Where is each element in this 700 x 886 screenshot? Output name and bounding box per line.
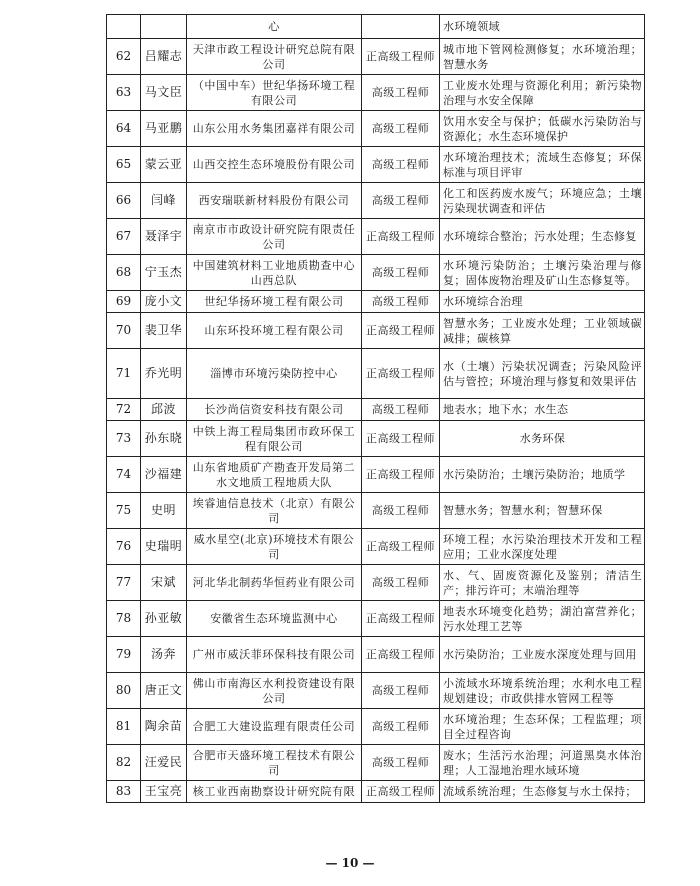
cell-name: 裴卫华: [141, 313, 187, 349]
cell-name: 汤奔: [141, 637, 187, 673]
cell-no: 75: [107, 493, 141, 529]
cell-no: 67: [107, 219, 141, 255]
cell-no: 73: [107, 421, 141, 457]
table-row: [107, 529, 645, 565]
cell-no: 83: [107, 781, 141, 803]
cell-field: 水污染防治；土壤污染防治；地质学: [440, 457, 645, 493]
table: [106, 14, 645, 803]
cell-field: 环境工程；水污染治理技术开发和工程应用；工业水深度处理: [440, 529, 645, 565]
cell-name: 宁玉杰: [141, 255, 187, 291]
table-row: [107, 313, 645, 349]
table-row: [107, 39, 645, 75]
cell-org: 河北华北制药华恒药业有限公司: [187, 565, 362, 601]
table-row: [107, 111, 645, 147]
cell-no: 71: [107, 349, 141, 399]
cell-title: 高级工程师: [362, 673, 440, 709]
table-body: [107, 15, 645, 803]
cell-title: 高级工程师: [362, 111, 440, 147]
cell-title: 正高级工程师: [362, 313, 440, 349]
cell-no: 81: [107, 709, 141, 745]
cell-org: 山西交控生态环境股份有限公司: [187, 147, 362, 183]
page-number: — 10 —: [325, 856, 375, 870]
cell-org: 世纪华扬环境工程有限公司: [187, 291, 362, 313]
table-row: [107, 781, 645, 803]
cell-no: [107, 15, 141, 39]
cell-no: 82: [107, 745, 141, 781]
cell-name: 陶余苗: [141, 709, 187, 745]
cell-title: 正高级工程师: [362, 529, 440, 565]
cell-org: 西安瑞联新材料股份有限公司: [187, 183, 362, 219]
table-row: [107, 745, 645, 781]
table-row-continued: [107, 15, 645, 39]
cell-field: 饮用水安全与保护；低碳水污染防治与资源化；水生态环境保护: [440, 111, 645, 147]
cell-title: 高级工程师: [362, 291, 440, 313]
cell-name: 孙亚敏: [141, 601, 187, 637]
cell-title: 正高级工程师: [362, 219, 440, 255]
cell-field: 水环境领域: [440, 15, 645, 39]
cell-title: 正高级工程师: [362, 349, 440, 399]
cell-no: 69: [107, 291, 141, 313]
cell-title: 高级工程师: [362, 147, 440, 183]
cell-name: 沙福建: [141, 457, 187, 493]
table-row: [107, 565, 645, 601]
cell-org: 核工业西南勘察设计研究院有限: [187, 781, 362, 803]
table-row: [107, 673, 645, 709]
cell-no: 64: [107, 111, 141, 147]
cell-name: 邱波: [141, 399, 187, 421]
cell-title: 正高级工程师: [362, 601, 440, 637]
cell-name: 马文臣: [141, 75, 187, 111]
cell-field: 水环境综合治理: [440, 291, 645, 313]
cell-field: 城市地下管网检测修复；水环境治理；智慧水务: [440, 39, 645, 75]
cell-no: 74: [107, 457, 141, 493]
cell-no: 65: [107, 147, 141, 183]
cell-org: 山东公用水务集团嘉祥有限公司: [187, 111, 362, 147]
cell-no: 78: [107, 601, 141, 637]
cell-title: 高级工程师: [362, 255, 440, 291]
cell-field: 水环境综合整治；污水处理；生态修复: [440, 219, 645, 255]
table-row: [107, 637, 645, 673]
cell-name: 蒙云亚: [141, 147, 187, 183]
cell-org: 中国建筑材料工业地质勘查中心山西总队: [187, 255, 362, 291]
cell-field: 地表水；地下水；水生态: [440, 399, 645, 421]
cell-field: 流域系统治理；生态修复与水土保持；: [440, 781, 645, 803]
cell-name: 马亚鹏: [141, 111, 187, 147]
table-row: [107, 255, 645, 291]
cell-name: 庞小文: [141, 291, 187, 313]
cell-name: [141, 15, 187, 39]
cell-name: 宋斌: [141, 565, 187, 601]
cell-org: 山东环投环境工程有限公司: [187, 313, 362, 349]
cell-title: [362, 15, 440, 39]
cell-org: 长沙尚信资安科技有限公司: [187, 399, 362, 421]
table-row: [107, 219, 645, 255]
cell-no: 70: [107, 313, 141, 349]
cell-org: 山东省地质矿产勘查开发局第二水文地质工程地质大队: [187, 457, 362, 493]
cell-name: 乔光明: [141, 349, 187, 399]
table-row: [107, 421, 645, 457]
cell-title: 高级工程师: [362, 75, 440, 111]
cell-title: 高级工程师: [362, 745, 440, 781]
cell-name: 史明: [141, 493, 187, 529]
table-row: [107, 147, 645, 183]
cell-name: 史瑞明: [141, 529, 187, 565]
cell-title: 高级工程师: [362, 565, 440, 601]
cell-field: 水环境治理技术；流域生态修复；环保标准与项目评审: [440, 147, 645, 183]
cell-name: 唐正文: [141, 673, 187, 709]
cell-no: 76: [107, 529, 141, 565]
cell-field: 地表水环境变化趋势；湖泊富营养化；污水处理工艺等: [440, 601, 645, 637]
cell-field: 废水；生活污水治理；河道黑臭水体治理；人工湿地治理水域环境: [440, 745, 645, 781]
cell-org: 安徽省生态环境监测中心: [187, 601, 362, 637]
cell-org: 广州市威沃菲环保科技有限公司: [187, 637, 362, 673]
cell-no: 77: [107, 565, 141, 601]
cell-field: 小流域水环境系统治理；水利水电工程规划建设；市政供排水管网工程等: [440, 673, 645, 709]
cell-field: 水（土壤）污染状况调查；污染风险评估与管控；环境治理与修复和效果评估: [440, 349, 645, 399]
cell-no: 79: [107, 637, 141, 673]
table-row: [107, 399, 645, 421]
cell-no: 68: [107, 255, 141, 291]
cell-title: 正高级工程师: [362, 421, 440, 457]
table-row: [107, 457, 645, 493]
cell-field: 智慧水务；工业废水处理；工业领域碳减排；碳核算: [440, 313, 645, 349]
cell-org: 南京市市政设计研究院有限责任公司: [187, 219, 362, 255]
table-row: [107, 493, 645, 529]
cell-field: 水环境治理；生态环保；工程监理；项目全过程咨询: [440, 709, 645, 745]
cell-name: 汪爱民: [141, 745, 187, 781]
expert-list-table: [106, 14, 644, 803]
cell-title: 正高级工程师: [362, 637, 440, 673]
cell-org: 中铁上海工程局集团市政环保工程有限公司: [187, 421, 362, 457]
cell-org: 心: [187, 15, 362, 39]
cell-field: 水环境污染防治；土壤污染治理与修复；固体废物治理及矿山生态修复等。: [440, 255, 645, 291]
table-row: [107, 601, 645, 637]
table-row: [107, 291, 645, 313]
cell-field: 水、气、固废资源化及鉴别；清洁生产；排污许可；末端治理等: [440, 565, 645, 601]
cell-field: 化工和医药废水废气；环境应急；土壤污染现状调查和评估: [440, 183, 645, 219]
cell-name: 吕耀志: [141, 39, 187, 75]
cell-title: 正高级工程师: [362, 781, 440, 803]
cell-name: 孙东晓: [141, 421, 187, 457]
cell-org: 埃睿迪信息技术（北京）有限公司: [187, 493, 362, 529]
cell-title: 高级工程师: [362, 493, 440, 529]
cell-no: 62: [107, 39, 141, 75]
cell-org: 淄博市环境污染防控中心: [187, 349, 362, 399]
cell-org: 合肥工大建设监理有限责任公司: [187, 709, 362, 745]
cell-org: 佛山市南海区水利投资建设有限公司: [187, 673, 362, 709]
table-row: [107, 349, 645, 399]
table-row: [107, 183, 645, 219]
cell-name: 聂泽宇: [141, 219, 187, 255]
cell-title: 高级工程师: [362, 183, 440, 219]
table-row: [107, 75, 645, 111]
cell-no: 80: [107, 673, 141, 709]
cell-name: 闫峰: [141, 183, 187, 219]
cell-field: 水务环保: [440, 421, 645, 457]
cell-field: 智慧水务；智慧水利；智慧环保: [440, 493, 645, 529]
table-row: [107, 709, 645, 745]
cell-title: 正高级工程师: [362, 457, 440, 493]
cell-title: 正高级工程师: [362, 39, 440, 75]
cell-name: 王宝亮: [141, 781, 187, 803]
cell-org: 威水星空(北京)环境技术有限公司: [187, 529, 362, 565]
cell-no: 66: [107, 183, 141, 219]
cell-org: （中国中车）世纪华扬环境工程有限公司: [187, 75, 362, 111]
cell-org: 天津市政工程设计研究总院有限公司: [187, 39, 362, 75]
cell-title: 高级工程师: [362, 399, 440, 421]
cell-title: 高级工程师: [362, 709, 440, 745]
cell-org: 合肥市天盛环境工程技术有限公司: [187, 745, 362, 781]
cell-field: 工业废水处理与资源化利用；新污染物治理与水安全保障: [440, 75, 645, 111]
cell-no: 72: [107, 399, 141, 421]
cell-no: 63: [107, 75, 141, 111]
cell-field: 水污染防治；工业废水深度处理与回用: [440, 637, 645, 673]
